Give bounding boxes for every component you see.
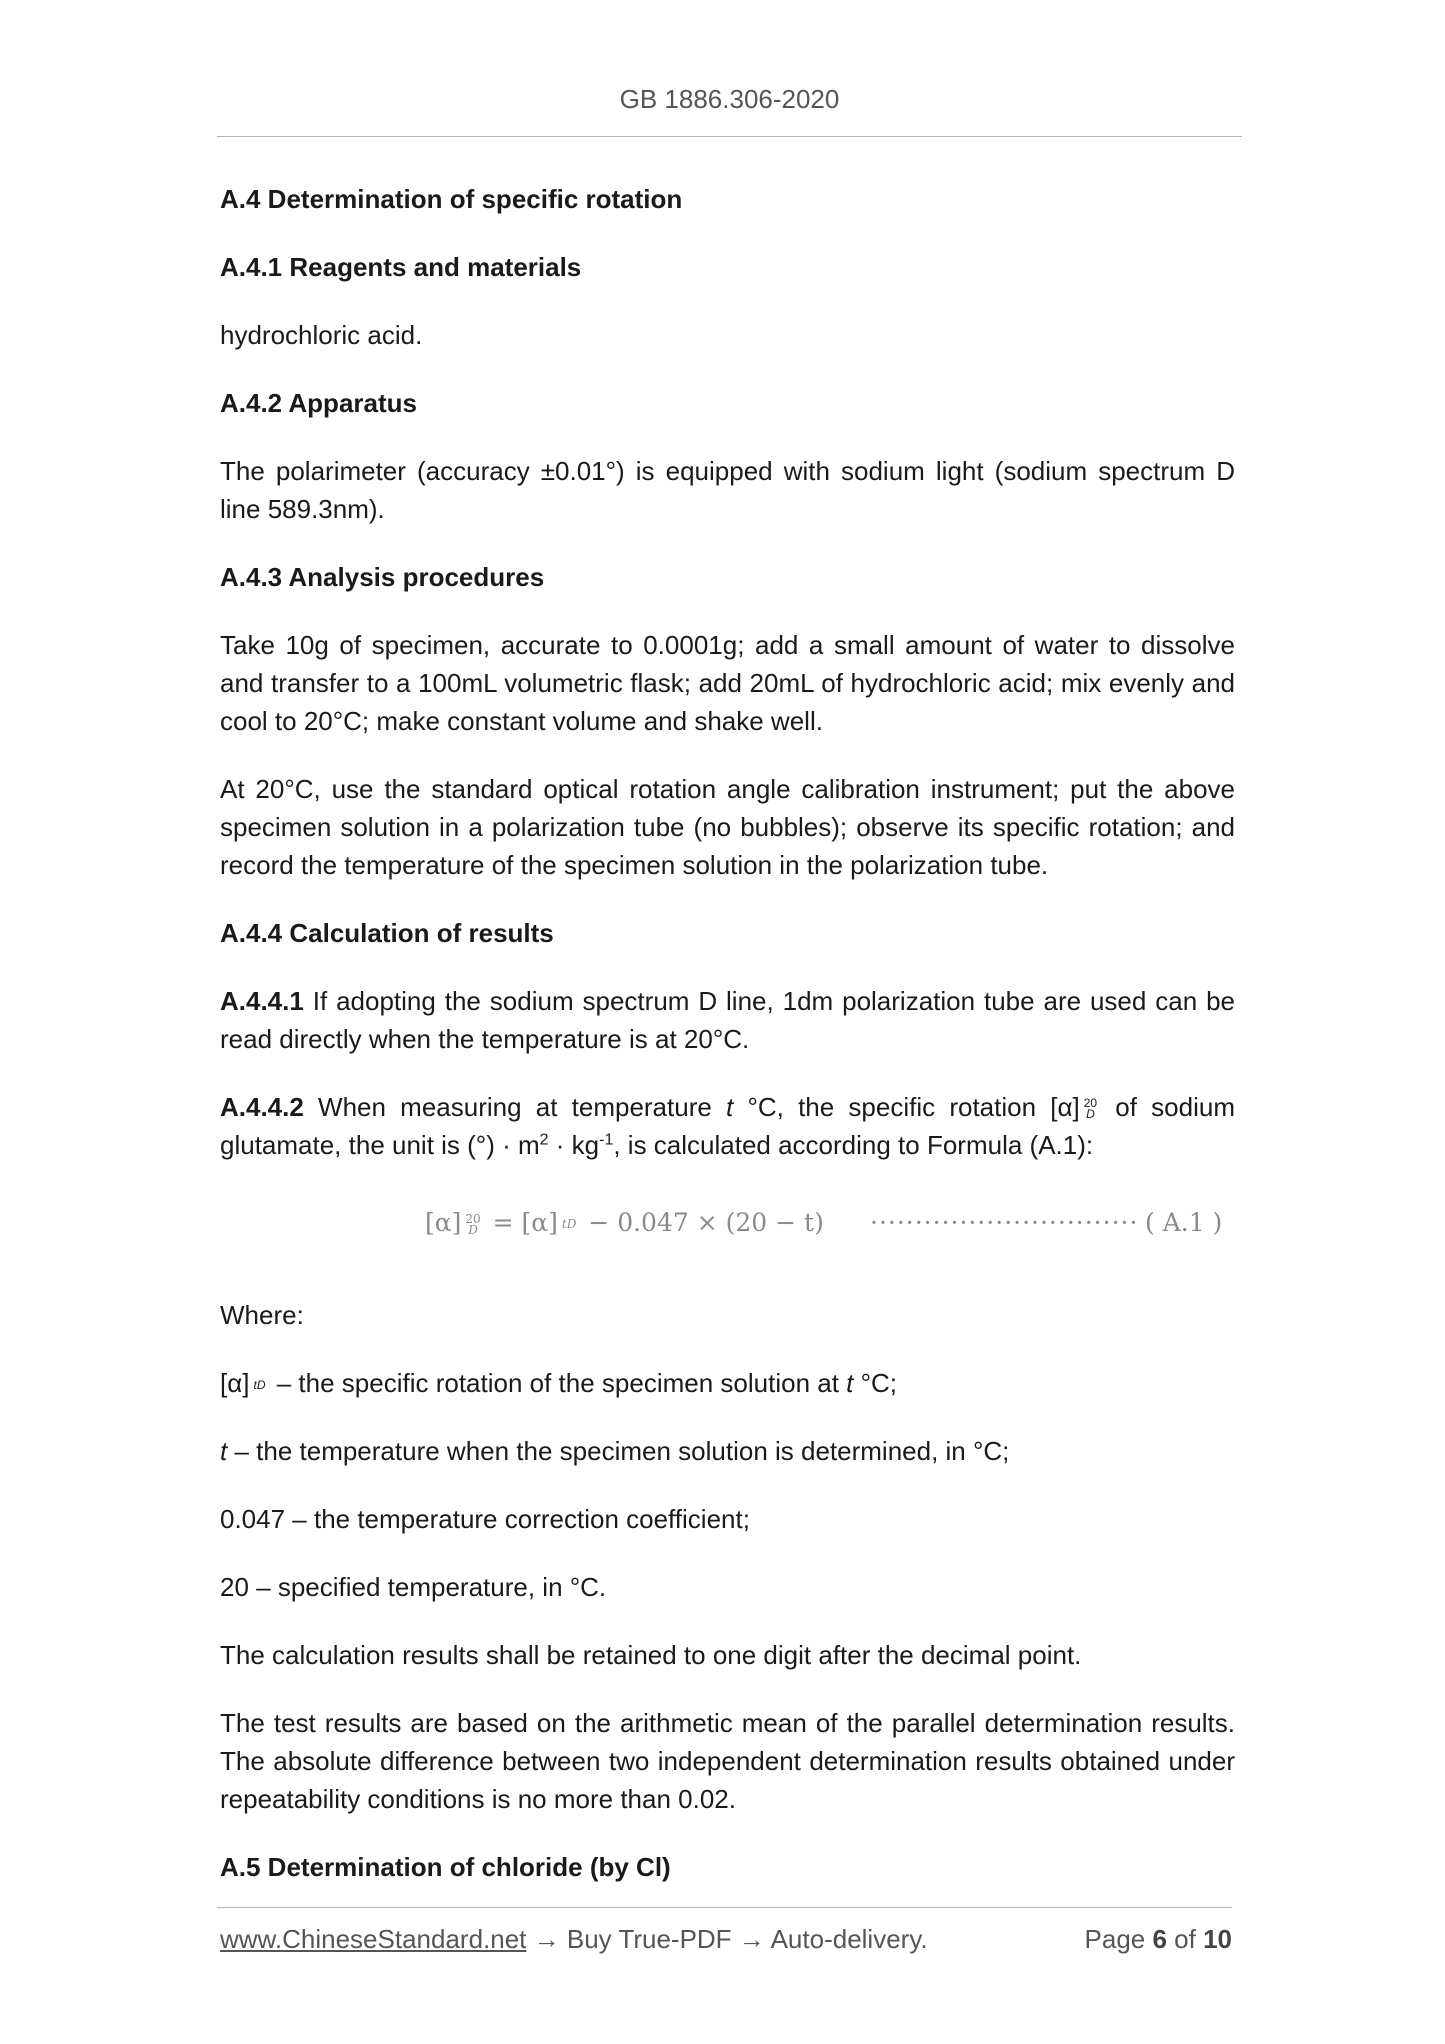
definition-coefficient: 0.047 – the temperature correction coefficient; [220,1504,750,1534]
result-paragraph-2: The test results are based on the arithmetic mean of the parallel determination results. The absolute difference between two independent determination results obtained under repeatability conditions is no more than 0.02. [220,1708,1235,1814]
footer-left [220,1924,928,1955]
clause-a442-text-4: · kg [548,1130,600,1160]
formula-number: ( A.1 ) [1145,1208,1223,1237]
footer-arrow-2: → [731,1924,771,1954]
footer-divider [217,1907,1232,1908]
clause-a442-exponent-2: 2 [539,1131,549,1149]
result-paragraph-1: The calculation results shall be retained to one digit after the decimal point. [220,1640,1082,1670]
definition-t-symbol: t [220,1436,228,1466]
where-label: Where: [220,1300,304,1330]
formula-lhs-indices [465,1211,481,1237]
formula-lhs-sup: 20 [465,1211,481,1226]
clause-a442-exponent-neg1: -1 [599,1131,614,1149]
section-a41-text: hydrochloric acid. [220,320,423,350]
definition-temperature: 20 – specified temperature, in °C. [220,1572,607,1602]
footer-arrow-1: → [526,1924,567,1954]
formula-rhs-sup: t [561,1217,567,1231]
header-divider [217,136,1242,137]
formula-lhs: [α] [425,1208,462,1237]
definition-t [220,1432,1235,1470]
definition-alpha-t: t [846,1368,854,1398]
page-indicator [1085,1924,1232,1955]
clause-a442-sup: 20 [1083,1096,1098,1111]
section-a43-title: A.4.3 Analysis procedures [220,562,545,592]
page-header: GB 1886.306-2020 [619,84,840,114]
clause-a442-text-2: °C, the specific rotation [α] [733,1092,1080,1122]
definition-alpha-sup: t [253,1377,257,1392]
formula-lhs-sub: D [468,1222,478,1237]
document-body [220,180,1235,1916]
clause-a442 [220,1088,1235,1164]
formula-tail: − 0.047 × (20 − t) [580,1208,824,1237]
clause-a442-text-1: When measuring at temperature [303,1092,727,1122]
clause-a441-text: If adopting the sodium spectrum D line, 1dm polarization tube are used can be read directly when the temperature is at 20°C. [220,986,1235,1054]
section-a43-paragraph-2: At 20°C, use the standard optical rotation angle calibration instrument; put the above specimen solution in a polarization tube (no bubbles); observe its specific rotation; and record the temperature of the specimen solution in the polarization tube. [220,774,1235,880]
footer-buy-text: Buy True-PDF [566,1924,732,1954]
clause-a442-text-5: , is calculated according to Formula (A.1): [613,1130,1094,1160]
definition-alpha-text: – the specific rotation of the specimen solution at [269,1368,847,1398]
formula-a1 [220,1194,1235,1254]
clause-a442-sub: D [1086,1107,1095,1122]
formula-expression [425,1204,824,1242]
section-a5-title: A.5 Determination of chloride (by Cl) [220,1852,671,1882]
section-a41-title: A.4.1 Reagents and materials [220,252,582,282]
definition-alpha-symbol: [α] [220,1368,250,1398]
clause-a442-superscript-subscript [1084,1098,1097,1120]
clause-a441 [220,982,1235,1058]
definition-alpha-indices [253,1377,266,1392]
section-a4-title: A.4 Determination of specific rotation [220,184,683,214]
page-total: 10 [1203,1924,1232,1954]
page-word: Page [1084,1924,1153,1954]
definition-alpha-unit: °C; [853,1368,898,1398]
formula-equals: = [α] [484,1208,558,1237]
clause-a441-label: A.4.4.1 [220,986,304,1016]
section-a43-paragraph-1: Take 10g of specimen, accurate to 0.0001g; add a small amount of water to dissolve and transfer to a 100mL volumetric flask; add 20mL of hydrochloric acid; mix evenly and cool to 20°C; make constant volume and shake well. [220,630,1235,736]
definition-alpha [220,1364,1235,1402]
clause-a442-label: A.4.4.2 [220,1092,304,1122]
section-a44-title: A.4.4 Calculation of results [220,918,554,948]
formula-rhs-sub: D [566,1217,577,1231]
definition-alpha-sub: D [256,1377,266,1392]
clause-a442-text-3: of sodium glutamate, the unit is (°) · m [220,1092,1235,1160]
clause-a442-variable-t: t [726,1092,734,1122]
footer-website-link[interactable]: www.ChineseStandard.net [220,1924,527,1954]
footer-delivery-text: Auto-delivery. [770,1924,928,1954]
section-a42-title: A.4.2 Apparatus [220,388,417,418]
formula-leader-dots: ······························ [870,1208,1139,1237]
page-of-word: of [1166,1924,1204,1954]
formula-rhs-indices [562,1219,576,1230]
definition-t-text: – the temperature when the specimen solution is determined, in °C; [227,1436,1010,1466]
section-a42-text: The polarimeter (accuracy ±0.01°) is equipped with sodium light (sodium spectrum D line 589.3nm). [220,456,1235,524]
page-number: 6 [1152,1924,1167,1954]
